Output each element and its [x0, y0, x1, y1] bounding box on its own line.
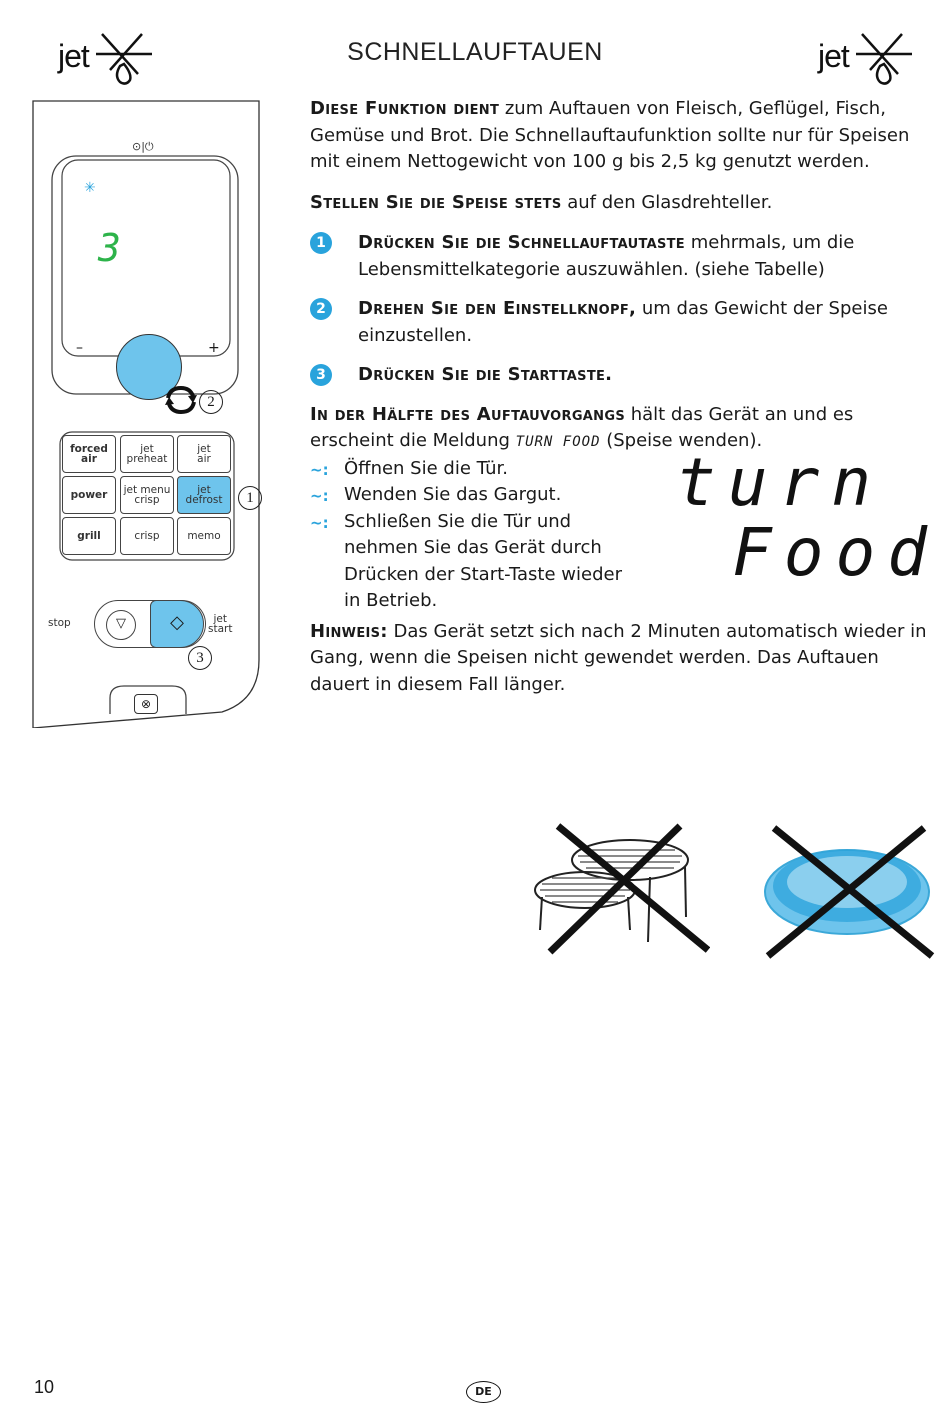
key-jet-air[interactable]: jet air: [177, 435, 231, 473]
list-item: ~: Schließen Sie die Tür und nehmen Sie das Gerät durch Drücken der Start-Taste wieder in Betrieb.: [310, 510, 622, 611]
key-jet-preheat[interactable]: jet preheat: [120, 435, 174, 473]
door-open-button[interactable]: ⊗: [134, 694, 158, 714]
rotate-arrows-icon: [164, 386, 198, 414]
step-2: 2 Drehen Sie den Einstellknopf, um das Gewicht der Speise einzustellen.: [310, 296, 935, 349]
page-title: SCHNELLAUFTAUEN: [347, 38, 603, 66]
display-line-2: Food: [732, 514, 939, 591]
callout-2: 2: [199, 390, 223, 414]
display-line-1: turn: [676, 444, 883, 521]
list-item: ~: Öffnen Sie die Tür.: [310, 456, 640, 483]
lcd-digit: 3: [98, 226, 121, 270]
tilde-bullet-icon: ~:: [310, 513, 329, 532]
power-timer-icon: ⊙|⏻: [132, 140, 154, 153]
jet-start-label: jet start: [208, 613, 233, 635]
step-3: 3 Drücken Sie die Starttaste.: [310, 362, 935, 389]
callout-3: 3: [188, 646, 212, 670]
place-paragraph: Stellen Sie die Speise stets auf den Glasdrehteller.: [310, 191, 773, 213]
glass-dish-crossed-icon: [762, 824, 937, 959]
half-paragraph: In der Hälfte des Auftauvorgangs hält das Gerät an und es erscheint die Meldung TURN FOOD (Speise wenden).: [310, 403, 854, 451]
step-number: 3: [310, 364, 332, 386]
logo-text: jet: [58, 38, 89, 74]
stop-label: stop: [48, 617, 71, 629]
defrost-snowflake-icon: ✳: [84, 180, 96, 196]
start-button[interactable]: ◇: [150, 600, 204, 648]
step-number: 2: [310, 298, 332, 320]
tilde-bullet-icon: ~:: [310, 487, 329, 505]
step-number: 1: [310, 232, 332, 254]
key-grill[interactable]: grill: [62, 517, 116, 555]
control-panel-illustration: [32, 100, 260, 728]
key-crisp[interactable]: crisp: [120, 517, 174, 555]
note-paragraph: Hinweis: Das Gerät setzt sich nach 2 Minuten automatisch wieder in Gang, wenn die Speisen nicht gewendet werden. Das Auftauen dauert in diesem Fall länger.: [310, 620, 927, 695]
logo-text: jet: [818, 38, 849, 74]
list-item: ~: Wenden Sie das Gargut.: [310, 482, 640, 509]
key-power[interactable]: power: [62, 476, 116, 514]
key-forced-air[interactable]: forced air: [62, 435, 116, 473]
intro-paragraph: Diese Funktion dient zum Auftauen von Fleisch, Geflügel, Fisch, Gemüse und Brot. Die Schnellauftaufunktion sollte nur für Speisen mit einem Nettogewicht von 100 g bis 2,5 kg genutzt werden.: [310, 98, 910, 172]
bullet-list: [310, 456, 640, 615]
plus-label: +: [208, 340, 220, 356]
wire-rack-crossed-icon: [530, 822, 710, 957]
lcd-message: TURN FOOD: [515, 434, 601, 450]
page-number: 10: [34, 1377, 55, 1397]
language-badge: DE: [466, 1381, 501, 1403]
callout-1: 1: [238, 486, 262, 510]
step-1: 1 Drücken Sie die Schnellauftautaste mehrmals, um die Lebensmittelkategorie auszuwählen. (siehe Tabelle): [310, 230, 935, 283]
minus-label: –: [76, 340, 83, 356]
turn-food-display: [676, 444, 939, 591]
instructions: [310, 96, 935, 698]
key-memo[interactable]: memo: [177, 517, 231, 555]
key-jet-defrost[interactable]: jet defrost: [177, 476, 231, 514]
key-jet-menu-crisp[interactable]: jet menu crisp: [120, 476, 174, 514]
stop-button[interactable]: ▽: [106, 610, 136, 640]
tilde-bullet-icon: ~:: [310, 460, 329, 479]
